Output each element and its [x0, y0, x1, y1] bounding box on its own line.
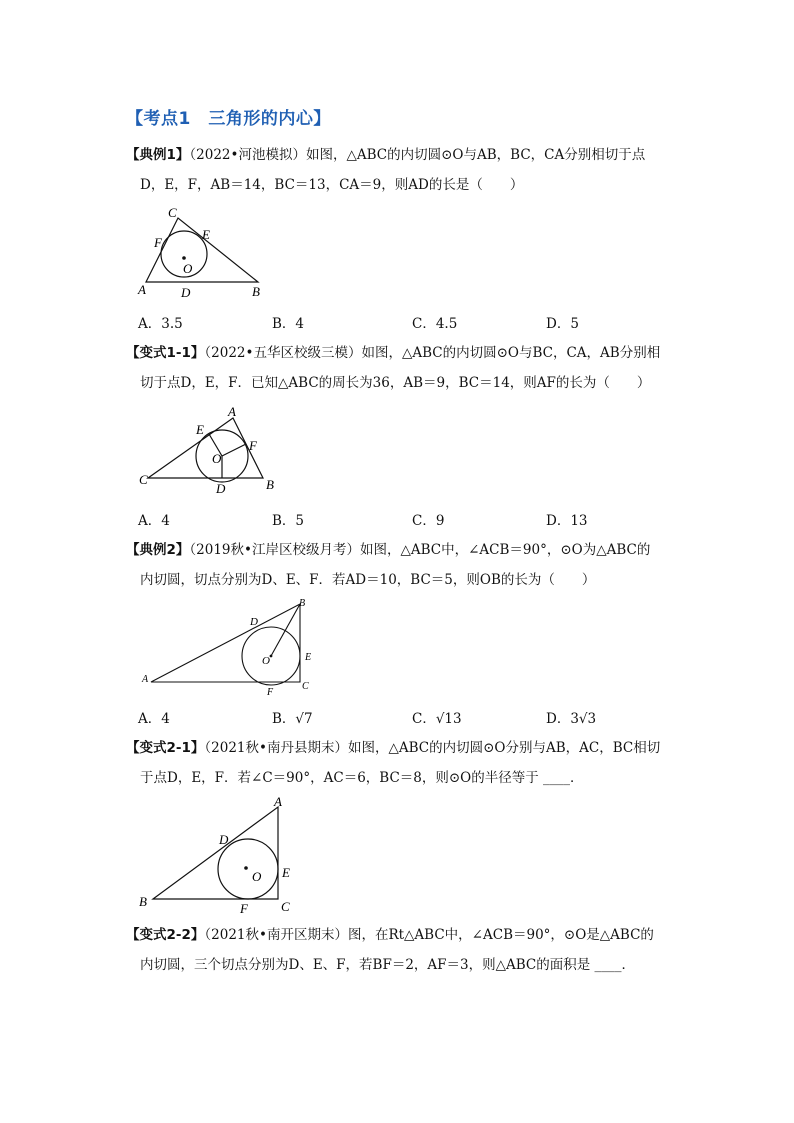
triangle: [153, 807, 278, 899]
center-point: [244, 866, 248, 870]
problem-1-option-b[interactable]: B．4: [272, 316, 305, 332]
label-o: O: [262, 655, 270, 667]
problem-3-text-1: （2019秋•江岸区校级月考）如图，△ABC中，∠ACB＝90°，⊙O为△ABC的: [189, 542, 651, 558]
problem-1-figure: [130, 200, 270, 305]
problem-4-line-1: [126, 733, 660, 763]
problem-5-text-1: （2021秋•南开区期末）图，在Rt△ABC中，∠ACB＝90°，⊙O是△ABC的: [204, 927, 654, 943]
problem-4-text-1: （2021秋•南丹县期末）如图，△ABC的内切圆⊙O分别与AB，AC，BC相切: [204, 740, 661, 756]
triangle: [148, 418, 263, 478]
incircle: [218, 839, 278, 899]
problem-2-tag: 【变式1-1】: [126, 345, 205, 361]
label-d: D: [216, 481, 226, 496]
label-a: A: [228, 404, 236, 419]
problem-2-option-d[interactable]: D．13: [546, 513, 588, 529]
problem-5-line-1: [126, 920, 654, 950]
problem-5-tag: 【变式2-2】: [126, 927, 205, 943]
label-b: B: [139, 894, 147, 909]
problem-1-text-1: （2022•河池模拟）如图，△ABC的内切圆⊙O与AB，BC，CA分别相切于点: [189, 147, 646, 163]
label-d: D: [181, 285, 191, 300]
problem-1-line-2: D，E，F，AB＝14，BC＝13，CA＝9，则AD的长是（ ）: [140, 177, 524, 193]
label-f: F: [267, 687, 274, 698]
label-a: A: [142, 674, 149, 685]
label-b: B: [252, 284, 260, 299]
problem-3-figure: [135, 596, 320, 698]
label-c: C: [139, 472, 148, 487]
problem-3-line-1: [126, 535, 650, 565]
label-b: B: [266, 477, 274, 492]
label-e: E: [282, 865, 290, 880]
problem-2-text-1: （2022•五华区校级三模）如图，△ABC的内切圆⊙O与BC，CA，AB分别相: [204, 345, 661, 361]
problem-2-option-c[interactable]: C．9: [412, 513, 445, 529]
problem-3-option-a[interactable]: A．4: [138, 711, 170, 727]
problem-4-figure: [135, 795, 305, 917]
label-e: E: [202, 227, 210, 242]
label-a: A: [138, 282, 146, 297]
label-d: D: [250, 616, 258, 628]
label-c: C: [281, 899, 290, 914]
label-e: E: [196, 422, 204, 437]
problem-3-line-2: 内切圆，切点分别为D、E、F．若AD＝10，BC＝5，则OB的长为（ ）: [140, 572, 596, 588]
problem-1-option-a[interactable]: A．3.5: [138, 316, 183, 332]
problem-2-option-a[interactable]: A．4: [138, 513, 170, 529]
problem-3-option-b[interactable]: B．√7: [272, 711, 313, 727]
problem-5-line-2: 内切圆，三个切点分别为D、E、F，若BF＝2，AF＝3，则△ABC的面积是 ____．: [140, 957, 636, 973]
label-o: O: [212, 451, 222, 466]
section-title: 【考点1 三角形的内心】: [126, 109, 331, 129]
problem-4-line-2: 于点D，E，F．若∠C＝90°，AC＝6，BC＝8，则⊙O的半径等于 ____．: [140, 770, 584, 786]
label-e: E: [305, 652, 312, 663]
center-point: [270, 655, 273, 658]
problem-2-line-1: [126, 338, 660, 368]
label-a: A: [274, 795, 282, 809]
label-c: C: [302, 681, 309, 692]
label-c: C: [168, 205, 177, 220]
label-f: F: [249, 438, 257, 453]
problem-1-tag: 【典例1】: [126, 147, 190, 163]
problem-3-tag: 【典例2】: [126, 542, 190, 558]
problem-2-line-2: 切于点D，E，F．已知△ABC的周长为36，AB＝9，BC＝14，则AF的长为（ ）: [140, 375, 651, 391]
problem-1-option-d[interactable]: D．5: [546, 316, 579, 332]
problem-1-line-1: [126, 140, 645, 170]
problem-3-option-c[interactable]: C．√13: [412, 711, 462, 727]
label-d: D: [219, 832, 229, 847]
problem-1-option-c[interactable]: C．4.5: [412, 316, 458, 332]
problem-2-figure: [130, 400, 290, 500]
label-f: F: [240, 901, 248, 916]
center-point: [182, 256, 186, 260]
label-b: B: [299, 598, 306, 609]
problem-4-tag: 【变式2-1】: [126, 740, 205, 756]
radius-of: [222, 444, 246, 456]
label-o: O: [252, 869, 262, 884]
problem-3-option-d[interactable]: D．3√3: [546, 711, 597, 727]
label-f: F: [154, 235, 162, 250]
label-o: O: [183, 261, 193, 276]
problem-2-option-b[interactable]: B．5: [272, 513, 305, 529]
